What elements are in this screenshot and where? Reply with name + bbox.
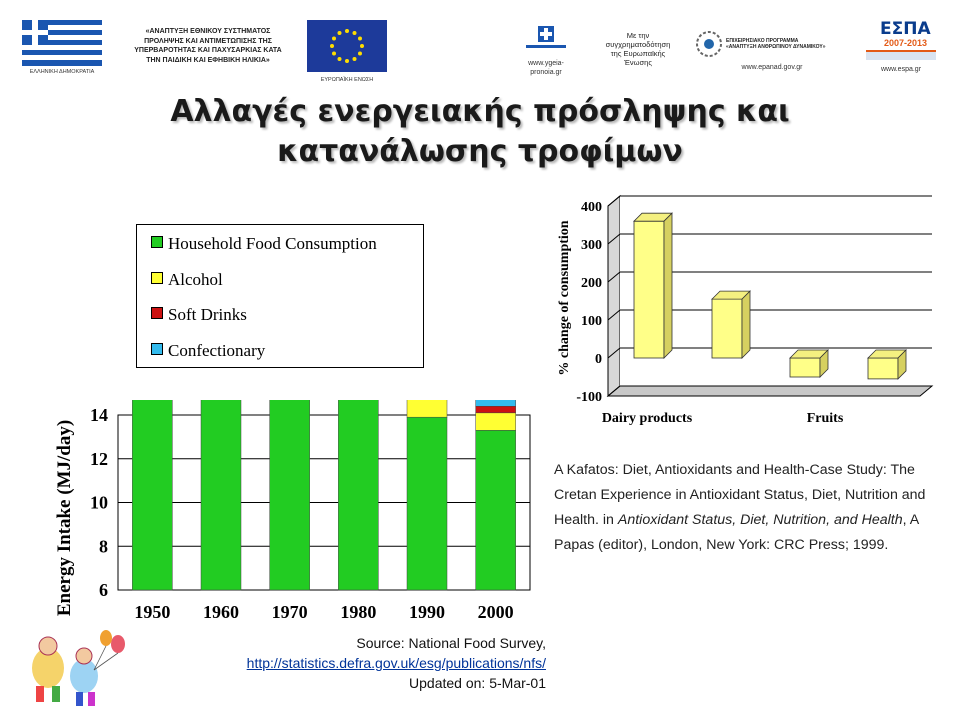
bar	[712, 299, 742, 358]
espa-logo	[862, 20, 940, 73]
eu-star-icon	[358, 37, 362, 41]
ministry-url: www.ygeia-pronoia.gr	[528, 60, 564, 76]
espa-word: ΕΣΠΑ	[880, 19, 931, 39]
cofunding-note	[590, 31, 686, 67]
bar-segment	[407, 400, 447, 417]
source-updated: Updated on: 5-Mar-01	[409, 675, 546, 691]
bar-segment	[270, 400, 310, 590]
x-tick-label: 2000	[477, 602, 514, 622]
y-tick-label: -100	[576, 390, 602, 405]
program-emblem-icon	[692, 28, 726, 60]
citation-book-title: Antioxidant Status, Diet, Nutrition, and Health	[617, 512, 903, 528]
bar-segment	[407, 417, 447, 590]
cofunding-line: Με την	[626, 31, 650, 40]
program-title	[726, 38, 856, 50]
project-line: ΤΗΝ ΠΑΙΔΙΚΗ ΚΑΙ ΕΦΗΒΙΚΗ ΗΛΙΚΙΑ»	[146, 56, 270, 64]
x-tick-label: Fruits	[806, 411, 844, 426]
eu-caption: ΕΥΡΩΠΑΪΚΗ ΕΝΩΣΗ	[320, 77, 374, 83]
y-tick-label: 14	[90, 405, 108, 425]
cofunding-line: συγχρηματοδότηση	[605, 40, 671, 49]
balloon-icon	[111, 635, 125, 653]
espa-years: 2007-2013	[884, 38, 928, 48]
ministry-cross-icon	[520, 24, 572, 54]
y-tick-label: 0	[595, 352, 602, 367]
eu-star-icon	[332, 37, 336, 41]
eu-star-icon	[360, 44, 364, 48]
project-line: ΠΡΟΛΗΨΗΣ ΚΑΙ ΑΝΤΙΜΕΤΩΠΙΣΗΣ ΤΗΣ	[144, 37, 272, 45]
bar	[868, 358, 898, 379]
eu-star-icon	[358, 52, 362, 56]
bar	[790, 358, 820, 377]
legend-item-household	[151, 234, 377, 254]
bar-segment	[476, 400, 516, 406]
citation	[554, 458, 949, 558]
x-tick-label: Dairy products	[601, 411, 693, 426]
energy-intake-chart	[30, 400, 540, 645]
eu-star-icon	[332, 52, 336, 56]
project-line: ΥΠΕΡΒΑΡΟΤΗΤΑΣ ΚΑΙ ΠΑΧΥΣΑΡΚΙΑΣ ΚΑΤΑ	[134, 47, 282, 54]
y-tick-label: 100	[581, 314, 602, 329]
children-clipart	[14, 630, 134, 714]
citation-text: , A Papas (editor), London, New York: CRC Press; 1999.	[554, 512, 919, 553]
legend-label: Alcohol	[168, 270, 223, 289]
legend-swatch	[151, 272, 163, 284]
source-line: Source: National Food Survey,	[356, 635, 546, 651]
legend-item-soft-drinks	[151, 305, 247, 325]
consumption-change-chart	[548, 188, 943, 438]
x-tick-label: 1950	[134, 602, 171, 622]
bar-segment	[132, 400, 172, 590]
bar-side	[742, 291, 750, 358]
cofunding-line: Ένωσης	[624, 58, 652, 67]
balloon-icon	[100, 630, 112, 646]
greek-flag-logo	[22, 20, 102, 75]
x-tick-label: 1980	[340, 602, 377, 622]
y-tick-label: 300	[581, 238, 602, 253]
legend-item-alcohol	[151, 270, 223, 290]
eu-star-icon	[345, 59, 349, 63]
x-tick-label: 1960	[203, 602, 239, 622]
program-line: ΕΠΙΧΕΙΡΗΣΙΑΚΟ ΠΡΟΓΡΑΜΜΑ	[726, 38, 799, 44]
ministry-logo	[520, 24, 572, 77]
cofunding-line: της Ευρωπαϊκής	[610, 49, 666, 58]
legend-label: Soft Drinks	[168, 305, 247, 324]
eu-star-icon	[338, 57, 342, 61]
x-tick-label: 1990	[409, 602, 445, 622]
legend-swatch	[151, 307, 163, 319]
y-tick-label: 8	[99, 536, 108, 557]
y-tick-label: 400	[581, 200, 602, 215]
eu-star-icon	[330, 44, 334, 48]
program-url: www.epanad.gov.gr	[741, 64, 803, 71]
eu-flag-icon	[307, 20, 387, 72]
eu-star-icon	[353, 31, 357, 35]
legend-swatch	[151, 343, 163, 355]
bar-segment	[476, 430, 516, 590]
bar	[634, 221, 664, 358]
y-axis-label: Energy Intake (MJ/day)	[54, 419, 75, 617]
citation-text: A Kafatos: Diet, Antioxidants and Health-Case Study: The Cretan Experience in Antioxidant Status, Diet, Nutrition and Health. in	[554, 462, 926, 528]
source-note	[180, 633, 546, 693]
y-tick-label: 200	[581, 276, 602, 291]
legend-item-confectionary	[151, 341, 265, 361]
bar-segment	[338, 400, 378, 590]
eu-star-icon	[353, 57, 357, 61]
bar-segment	[476, 413, 516, 431]
source-link[interactable]: http://statistics.defra.gov.uk/esg/publications/nfs/	[246, 655, 546, 671]
bar-side	[664, 213, 672, 358]
floor	[608, 386, 932, 396]
legend-label: Household Food Consumption	[168, 234, 377, 253]
legend-label: Confectionary	[168, 341, 266, 360]
bar-segment	[201, 400, 241, 590]
project-title-block	[112, 27, 304, 65]
side-wall	[608, 196, 620, 396]
x-tick-label: 1970	[271, 602, 308, 622]
y-tick-label: 12	[90, 448, 108, 469]
program-line: «ΑΝΑΠΤΥΞΗ ΑΝΘΡΩΠΙΝΟΥ ΔΥΝΑΜΙΚΟΥ»	[726, 44, 826, 50]
chart-legend	[136, 224, 424, 368]
y-tick-label: 6	[99, 580, 108, 600]
eu-star-icon	[338, 31, 342, 35]
legend-swatch	[151, 236, 163, 248]
project-line: «ΑΝΑΠΤΥΞΗ ΕΘΝΙΚΟΥ ΣΥΣΤΗΜΑΤΟΣ	[145, 28, 271, 35]
espa-strip	[866, 50, 936, 60]
bar-segment	[476, 406, 516, 413]
eu-flag-logo	[307, 20, 387, 83]
y-axis-label: % change of consumption	[557, 220, 572, 376]
eu-star-icon	[345, 29, 349, 33]
slide-title: Αλλαγές ενεργειακής πρόσληψης και κατανάλωσης τροφίμων	[170, 94, 790, 169]
y-tick-label: 10	[90, 492, 108, 513]
greek-flag-caption: ΕΛΛΗΝΙΚΗ ΔΗΜΟΚΡΑΤΙΑ	[29, 69, 95, 75]
espa-url: www.espa.gr	[880, 66, 922, 73]
